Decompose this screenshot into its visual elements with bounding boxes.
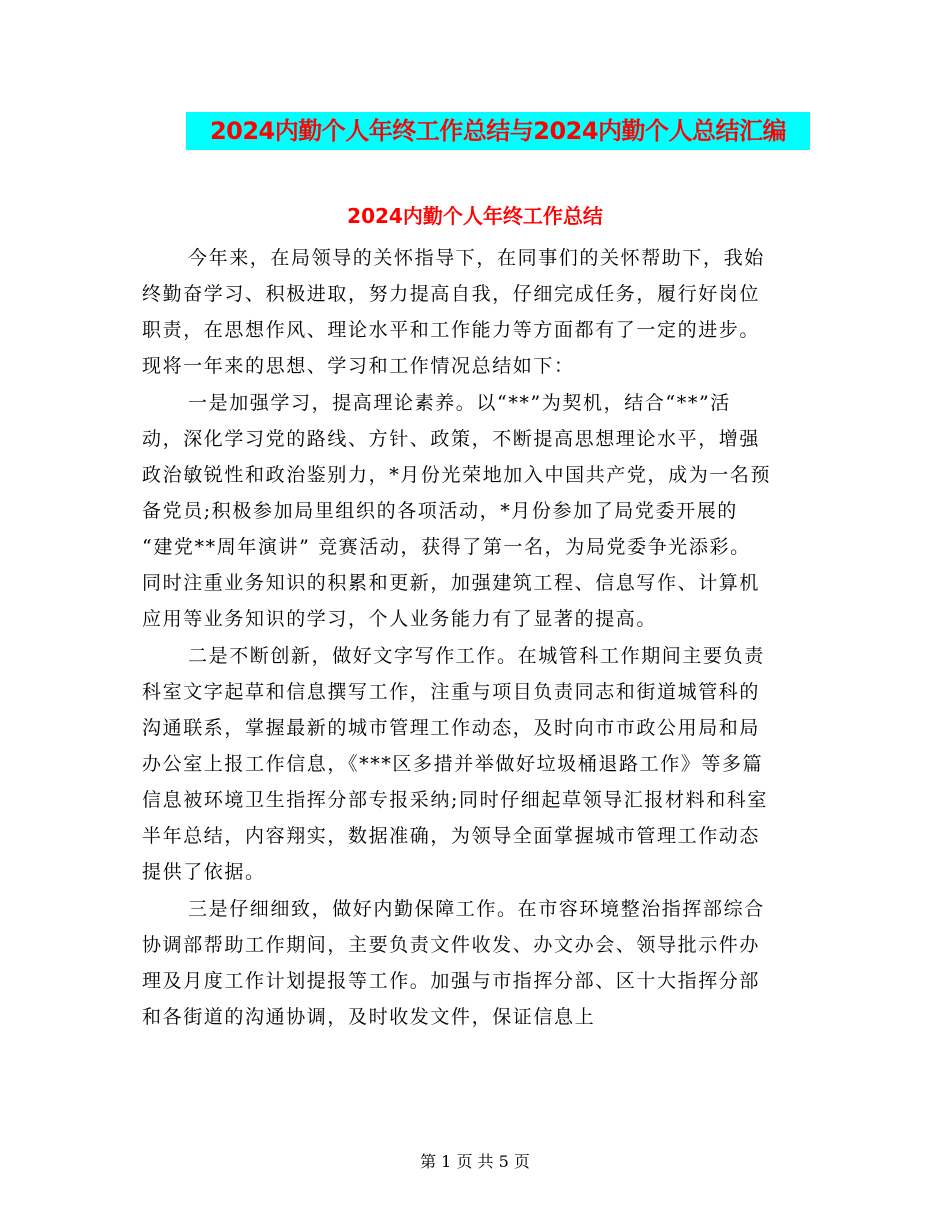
section-title: 2024内勤个人年终工作总结 [347,204,603,228]
text-line: 办公室上报工作信息，《***区多措并举做好垃圾桶退路工作》等多篇 [142,753,764,775]
text-line: “建党**周年演讲” 竞赛活动，获得了第一名，为局党委争光添彩。 [142,536,751,558]
document-title: 2024内勤个人年终工作总结与2024内勤个人总结汇编 [186,112,810,150]
text-line: 动，深化学习党的路线、方针、政策，不断提高思想理论水平，增强 [142,428,761,450]
text-line: 提供了依据。 [142,861,266,883]
text-line: 协调部帮助工作期间，主要负责文件收发、办文办会、领导批示件办 [142,934,761,956]
text-line: 半年总结，内容翔实，数据准确，为领导全面掌握城市管理工作动态 [142,825,761,847]
text-line: 职责，在思想作风、理论水平和工作能力等方面都有了一定的进步。 [142,319,761,341]
text-line: 理及月度工作计划提报等工作。加强与市指挥分部、区十大指挥分部 [142,970,761,992]
text-line: 应用等业务知识的学习，个人业务能力有了显著的提高。 [142,608,658,630]
text-line: 和各街道的沟通协调，及时收发文件，保证信息上 [142,1006,596,1028]
text-line: 科室文字起草和信息撰写工作，注重与项目负责同志和街道城管科的 [142,681,761,703]
paragraph-intro [142,240,808,384]
text-line: 一是加强学习，提高理论素养。以“**”为契机，结合“**”活 [188,392,731,414]
text-line: 终勤奋学习、积极进取，努力提高自我，仔细完成任务，履行好岗位 [142,283,761,305]
document-body [142,240,808,1036]
text-line: 同时注重业务知识的积累和更新，加强建筑工程、信息写作、计算机 [142,572,761,594]
paragraph-writing [142,638,808,890]
text-line: 三是仔细细致，做好内勤保障工作。在市容环境整治指挥部综合 [188,898,765,920]
text-line: 今年来，在局领导的关怀指导下，在同事们的关怀帮助下，我始 [188,247,765,269]
paragraph-study [142,385,808,637]
text-line: 备党员;积极参加局里组织的各项活动，*月份参加了局党委开展的 [142,500,738,522]
text-line: 二是不断创新，做好文字写作工作。在城管科工作期间主要负责 [188,645,765,667]
text-line: 信息被环境卫生指挥分部专报采纳;同时仔细起草领导汇报材料和科室 [142,789,769,811]
page-number-footer: 第 1 页 共 5 页 [420,1152,530,1171]
text-line: 现将一年来的思想、学习和工作情况总结如下： [142,355,575,377]
text-line: 沟通联系，掌握最新的城市管理工作动态，及时向市市政公用局和局 [142,717,761,739]
text-line: 政治敏锐性和政治鉴别力，*月份光荣地加入中国共产党，成为一名预 [142,464,772,486]
paragraph-support [142,891,808,1035]
